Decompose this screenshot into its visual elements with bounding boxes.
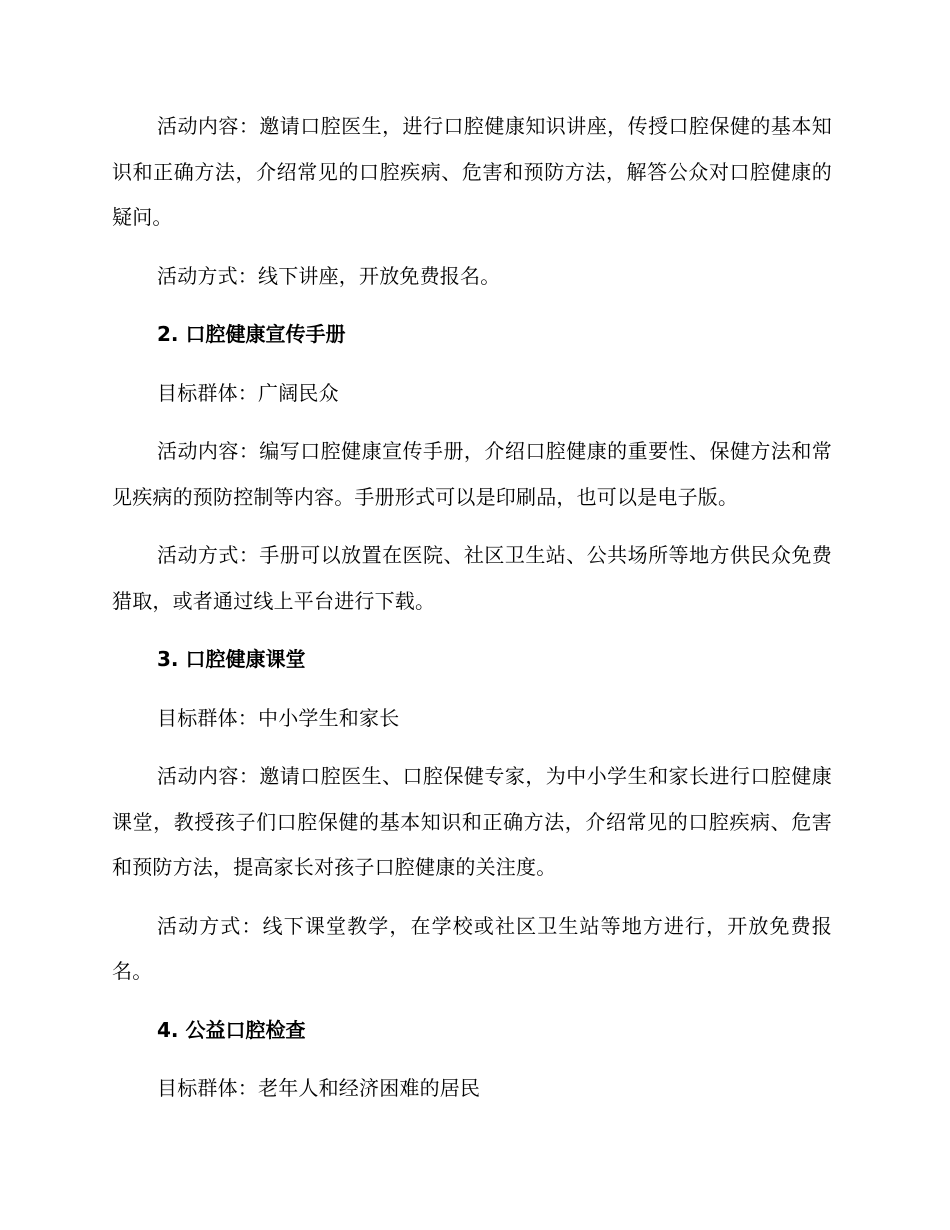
section2-target: 目标群体：广阔民众 (157, 380, 339, 405)
section2-content: 活动内容：编写口腔健康宣传手册，介绍口腔健康的重要性、保健方法和常见疾病的预防控制等内容。手册形式可以是印刷品，也可以是电子版。 (112, 439, 832, 509)
document-page (112, 104, 832, 1112)
section3-target: 目标群体：中小学生和家长 (157, 705, 400, 730)
section2-method: 活动方式：手册可以放置在医院、社区卫生站、公共场所等地方供民众免费猎取，或者通过线上平台进行下载。 (112, 543, 832, 613)
section1-content: 活动内容：邀请口腔医生，进行口腔健康知识讲座，传授口腔保健的基本知识和正确方法，介绍常见的口腔疾病、危害和预防方法，解答公众对口腔健康的疑问。 (112, 114, 832, 229)
section3-content: 活动内容：邀请口腔医生、口腔保健专家，为中小学生和家长进行口腔健康课堂，教授孩子们口腔保健的基本知识和正确方法，介绍常见的口腔疾病、危害和预防方法，提高家长对孩子口腔健康的关注度。 (112, 764, 832, 879)
section3-method: 活动方式：线下课堂教学，在学校或社区卫生站等地方进行，开放免费报名。 (112, 913, 832, 983)
section1-method: 活动方式：线下讲座，开放免费报名。 (157, 263, 501, 288)
section2-heading: 2. 口腔健康宣传手册 (157, 322, 346, 346)
section4-target: 目标群体：老年人和经济困难的居民 (157, 1076, 481, 1100)
section3-heading: 3. 口腔健康课堂 (157, 647, 306, 671)
section4-heading: 4. 公益口腔检查 (157, 1017, 306, 1042)
